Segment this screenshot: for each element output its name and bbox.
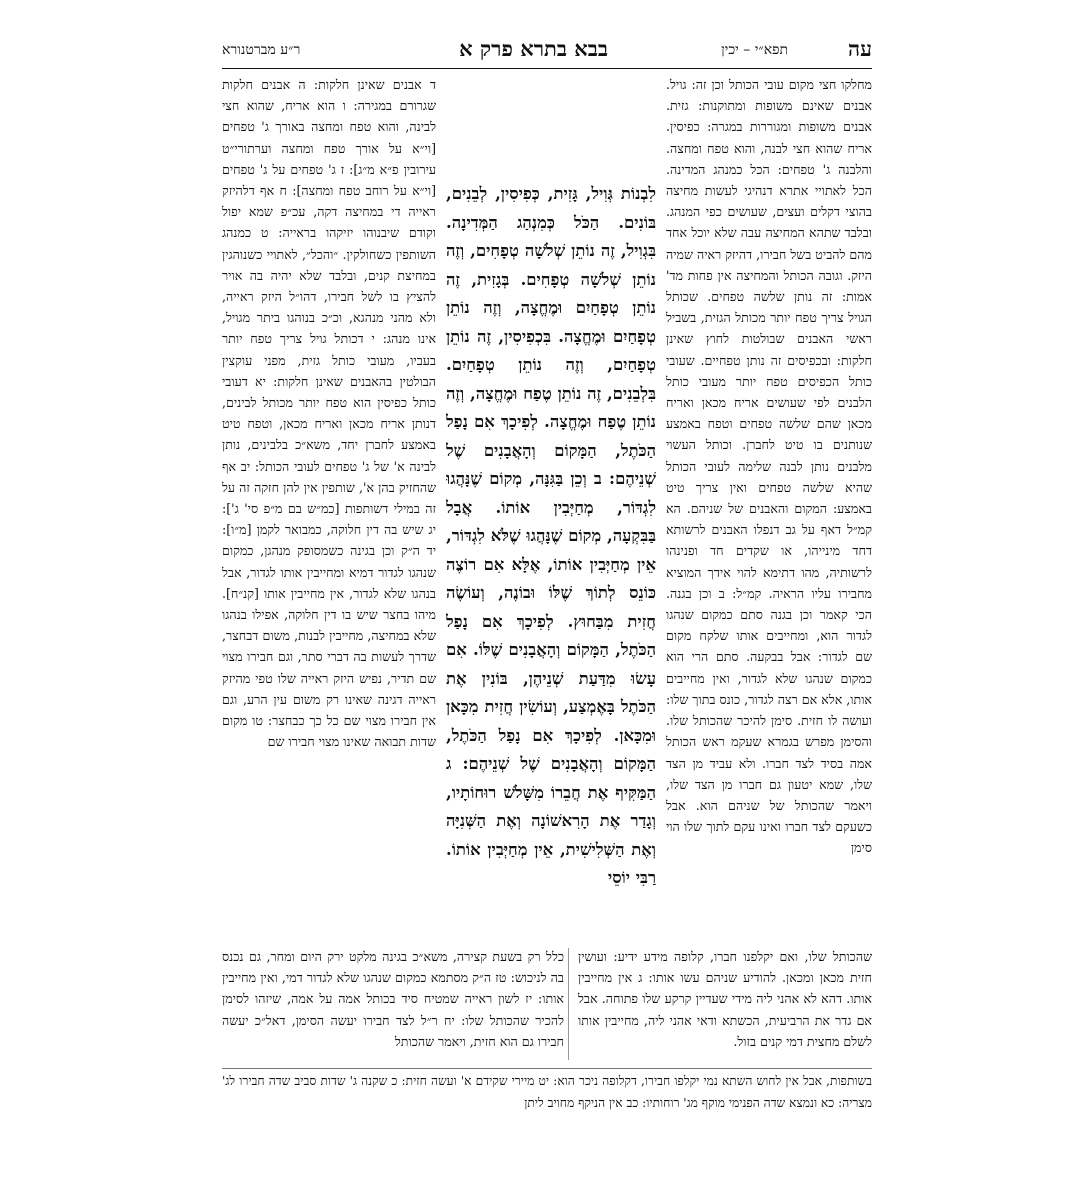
footnotes: [222, 1068, 872, 1117]
bartenura-bottom-block: [578, 946, 872, 1064]
tractate-title: בבא בתרא פרק א: [459, 36, 608, 61]
bartenura-text: מחלקו חצי מקום עובי הכותל וכן זה: גויל. אבנים שאינם משופות ומתוקנות: גזית. אבנים משופות ומגוררות במגרה: כפיסין. אריח שהוא חצי לבנה, והוא טפח ומחצה. והלבנה ג' טפחים: הכל כמנהג המדינה. הכל לאתויי אתרא דנהיגי לעשות מחיצה בהוצי דקלים ועצים, שעושים כפי המנהג. ובלבד שתהא המחיצה עבה שלא יוכל אחד מהם להביט בשל חבירו, דהיזק ראיה שמיה היזק. וגובה הכותל והמחיצה אין פחות מד' אמות: זה נותן שלשה טפחים. שכותל הגויל צריך טפח יותר מכותל הגזית, בשביל ראשי האבנים שבולטות לחוץ שאינן חלקות: ובכפיסים זה נותן טפחיים. שעובי כותל הכפיסים טפח יותר מעובי כותל הלבנים לפי שעושים אריח מכאן ואריח מכאן שהם שלשה טפחים וטפח באמצע שנותנים בו טיט לחברן. וכותל העשוי מלבנים נותן לבנה שלימה לעובי הכותל שהיא שלשה טפחים ואין צריך טיט באמצע: המקום והאבנים של שניהם. הא קמ״ל דאף על גב דנפלו האבנים לרשותא דחד מינייהו, או שקדים חד ופנינהו לרשותיה, מהו דתימא להוי אידך המוציא מחבירו עליו הראיה. קמ״ל: ב וכן בגנה. הכי קאמר וכן בגנה סתם כמקום שנהגו לגדור הוא, ומחייבים אותו שלקח מקום שם לגדור: אבל בבקעה. סתם הרי הוא כמקום שנהגו שלא לגדור, ואין מחייבים אותו, אלא אם רצה לגדור, כונס בתוך שלו: ועושה לו חזית. סימן להיכר שהכותל שלו. והסימן מפרש בגמרא שעקמ ראש הכותל אמה בסיד לצד חברו. ולא עביד מן הצד שלו, שמא יטעון גם חברו מן הצד שלו, ויאמר שהכותל של שניהם הוא. אבל כשעקם לצד חברו ואינו עקם לתוך שלו הוי סימן: [666, 77, 872, 856]
tiferet-bottom-block: [222, 946, 564, 1064]
page-header: [222, 38, 872, 64]
mishna-column: [446, 180, 656, 948]
column-divider: [568, 948, 569, 1060]
bartenura-column: [666, 74, 872, 954]
footnotes-text: בשותפות, אבל אין לחוש השתא נמי יקלפו חבירו, דקלופה ניכר הוא: יט מיירי שקידם א' ועשה חזית: כ שקנה ג' שדות סביב שדה חבירו לג' מצריה: כא ונמצא שדה הפנימי מוקף מג' רוחותיו: כב אין הניקף מחויב ליתן: [222, 1074, 872, 1110]
header-edition: תפא״י – יכין: [721, 42, 788, 58]
header-commentary: ר״ע מברטנורא: [222, 42, 301, 58]
bartenura-bottom-text: שהכותל שלו, ואם יקלפנו חברו, קלופה מידע ידיע: ועושין חזית מכאן ומכאן. להודיע שניהם עשו אותו: ג אין מחייבין אותו. דהא לא אהני ליה מידי שעדיין קרקע שלו פתוחה. אבל אם גדר את הרביעית, הכשתא ודאי אהני ליה, מחייבין אותו לשלם מחצית דמי קנים בזול.: [578, 949, 872, 1049]
tiferet-yisrael-column: [222, 74, 436, 944]
mishna-text: לִבְנוֹת גְּוִיל, גָּזִית, כְּפִיסִין, לְבֵנִים, בּוֹנִים. הַכֹּל כְּמִנְהַג הַמְּדִינָה. בִּגְוִיל, זֶה נוֹתֵן שְׁלֹשָׁה טְפָחִים, וְזֶה נוֹתֵן שְׁלֹשָׁה טְפָחִים. בְּגָזִית, זֶה נוֹתֵן טְפָחַיִם וּמֶחֱצָה, וְזֶה נוֹתֵן טְפָחַיִם וּמֶחֱצָה. בִּכְפִיסִין, זֶה נוֹתֵן טְפָחַיִם, וְזֶה נוֹתֵן טְפָחַיִם. בִּלְבֵנִים, זֶה נוֹתֵן טֶפַח וּמֶחֱצָה, וְזֶה נוֹתֵן טֶפַח וּמֶחֱצָה. לְפִיכָךְ אִם נָפַל הַכֹּתֶל, הַמָּקוֹם וְהָאֲבָנִים שֶׁל שְׁנֵיהֶם: ב וְכֵן בַּגִּנָּה, מְקוֹם שֶׁנָּהֲגוּ לִגְדּוֹר, מְחַיְּבִין אוֹתוֹ. אֲבָל בַּבִּקְעָה, מְקוֹם שֶׁנָּהֲגוּ שֶׁלֹּא לִגְדּוֹר, אֵין מְחַיְּבִין אוֹתוֹ, אֶלָּא אִם רוֹצֶה כּוֹנֵס לְתוֹךְ שֶׁלּוֹ וּבוֹנֶה, וְעוֹשֶׂה חֲזִית מִבַּחוּץ. לְפִיכָךְ אִם נָפַל הַכֹּתֶל, הַמָּקוֹם וְהָאֲבָנִים שֶׁלּוֹ. אִם עָשׂוּ מִדַּעַת שְׁנֵיהֶן, בּוֹנִין אֶת הַכֹּתֶל בָּאֶמְצַע, וְעוֹשִׂין חֲזִית מִכָּאן וּמִכָּאן. לְפִיכָךְ אִם נָפַל הַכֹּתֶל, הַמָּקוֹם וְהָאֲבָנִים שֶׁל שְׁנֵיהֶם: ג הַמַּקִּיף אֶת חֲבֵרוֹ מִשָּׁלֹשׁ רוּחוֹתָיו, וְגָדַר אֶת הָרִאשׁוֹנָה וְאֶת הַשְּׁנִיָּה וְאֶת הַשְּׁלִישִׁית, אֵין מְחַיְּבִין אוֹתוֹ. רַבִּי יוֹסֵי: [446, 184, 656, 887]
tiferet-bottom-text: כלל רק בשעת קצירה, משא״כ בגינה מלקט ירק היום ומחר, גם נכנס בה לניכוש: טז ה״ק מסתמא כמקום שנהגו שלא לגדור דמי, ואין מחייבין אותו: יז לשון ראייה שמטיח סיד בכותל אמה על אמה, שיזהו לסימן להכיר שהכותל שלו: יח ר״ל לצד חבירו יעשה הסימן, דאל״כ יעשה חבירו גם הוא חזית, ויאמר שהכותל: [222, 949, 564, 1049]
header-rule: [222, 68, 872, 69]
tiferet-text: ד אבנים שאינן חלקות: ה אבנים חלקות שגרורם במגירה: ו הוא אריח, שהוא חצי לבינה, והוא טפח ומחצה באורך ג' טפחים [וי״א על אורך טפח ומחצה וערתורי״ט עירובין פ״א מ״ג]: ז ג' טפחים על ג' טפחים [וי״א על רוחב טפח ומחצה]: ח אף דלהיזק ראייה די במחיצה דקה, עכ״פ שמא יפול וקודם שיבנוהו יזיקהו בראייה: ט כמנהג השותפין כשחולקין. ״והכל״, לאתויי כשנוהגין במחיצת קנים, ובלבד שלא יהיה בה אויר להציץ בו לשל חבירו, דהו״ל היזק ראייה, ולא מהני מנהגא, וכ״כ בנוהגו ביתר מגויל, אינו מנהג: י דכותל גויל צריך טפח יותר בעביו, מעובי כותל גזית, מפני עוקצין הבולטין בהאבנים שאינן חלקות: יא דעובי כותל כפיסין הוא טפח יותר מכותל לבינים, דנותן אריח מכאן ואריח מכאן, וטפח טיט באמצע לחברן יחד, משא״כ בלבינים, נותן לבינה א' של ג' טפחים לעובי הכותל: יב אף שהחזיק בהן א', שותפין אין להן חזקה זה על זה במילי דשותפות [כמ״ש בם מ״פ סי' ג']: יג שיש בה דין חלוקה, כמבואר לקמן [מ״ו]: יד ה״ק וכן בגינה כשמסופק מנהגן, כמקום שנהגו לגדור דמיא ומחייבין אותו לגדור, אבל בנהגו שלא לגדור, אין מחייבין אותו [קנ״ח]. מיהו בחצר שיש בו דין חלוקה, אפילו בנהגו שלא במחיצה, מחייבין לבנות, משום דבחצר, שדרך לעשות בה דברי סתר, וגם חבירו מצוי שם תדיר, נפיש היזק ראייה שלו טפי מהיזק ראייה דגינה שאינו רק משום עין הרע, וגם אין חבירו מצוי שם כל כך כבחצר: טו מקום שדות תבואה שאינו מצוי חבירו שם: [222, 77, 436, 750]
page-number: עה: [848, 36, 872, 61]
